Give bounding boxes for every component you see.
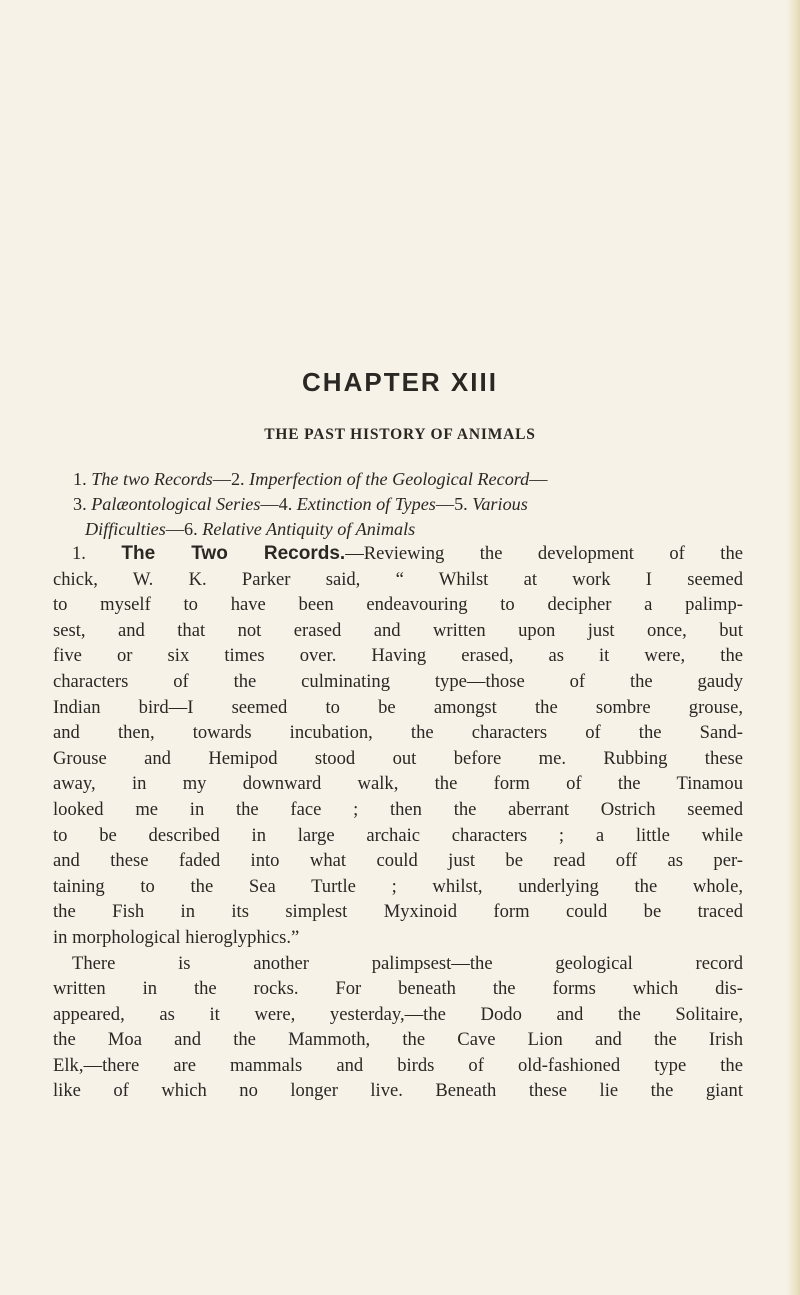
section-number: 1. [72,543,86,564]
body-line: to myself to have been endeavouring to decipher a palimp- [53,594,743,616]
chapter-subtitle: THE PAST HISTORY OF ANIMALS [264,426,536,443]
body-line: Grouse and Hemipod stood out before me. Rubbing these [53,747,743,769]
chapter-title: CHAPTER XIII [302,367,498,397]
section-body [53,541,743,1104]
body-line: —Reviewing the development of the [345,543,744,564]
body-line: in morphological hieroglyphics.” [53,926,300,948]
body-line: like of which no longer live. Beneath these lie the giant [53,1080,743,1102]
body-line: Elk,—there are mammals and birds of old-fashioned type the [53,1054,743,1076]
body-line: There is another palimpsest—the geological record [72,952,743,974]
body-line: and then, towards incubation, the characters of the Sand- [53,722,743,744]
body-line: appeared, as it were, yesterday,—the Dodo and the Solitaire, [53,1003,743,1025]
chapter-summary [73,467,729,542]
body-line: taining to the Sea Turtle ; whilst, underlying the whole, [53,875,743,897]
body-line: Indian bird—I seemed to be amongst the sombre grouse, [53,696,743,718]
body-line: and these faded into what could just be read off as per- [53,850,743,872]
body-line: away, in my downward walk, the form of the Tinamou [53,773,743,795]
body-line: sest, and that not erased and written upon just once, but [53,619,743,641]
body-line: to be described in large archaic characters ; a little while [53,824,743,846]
section-heading: The Two Records. [121,543,346,564]
section-first-line [53,541,743,567]
body-line: chick, W. K. Parker said, “ Whilst at work I seemed [53,568,743,590]
summary-line-2: 3. Palæontological Series—4. Extinction of Types—5. Various [73,494,528,514]
summary-line-1: 1. The two Records—2. Imperfection of the Geological Record— [73,469,548,489]
body-line: characters of the culminating type—those of the gaudy [53,670,743,692]
body-line: looked me in the face ; then the aberrant Ostrich seemed [53,798,743,820]
body-line: the Fish in its simplest Myxinoid form could be traced [53,901,743,923]
body-line: five or six times over. Having erased, as it were, the [53,645,743,667]
summary-line-3: Difficulties—6. Relative Antiquity of Animals [85,519,416,539]
page-edge-shadow [786,0,800,1295]
body-line: the Moa and the Mammoth, the Cave Lion and the Irish [53,1029,743,1051]
body-line: written in the rocks. For beneath the forms which dis- [53,978,743,1000]
